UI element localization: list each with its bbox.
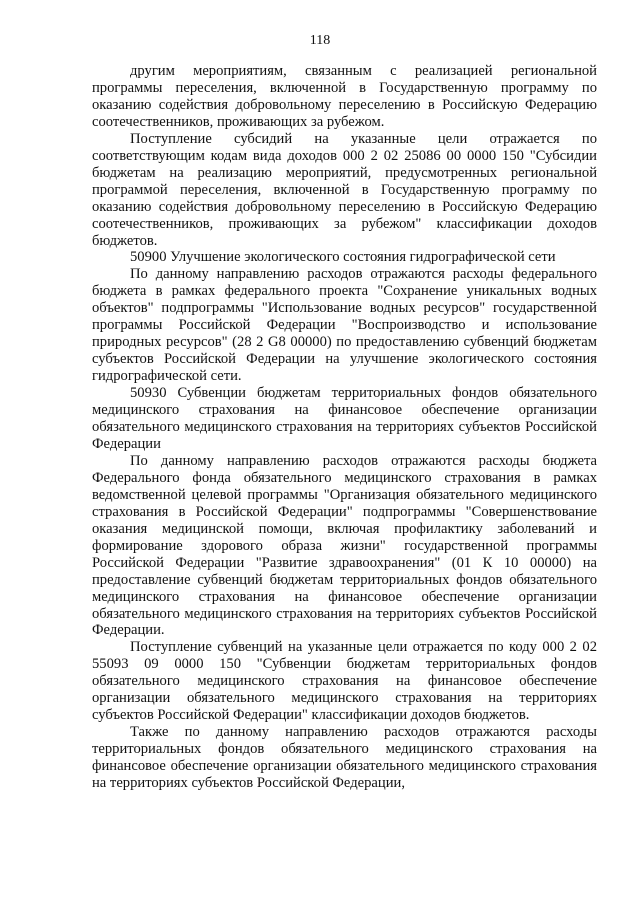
paragraph: Поступление субсидий на указанные цели отражается по соответствующим кодам вида доходов 000 2 02 25086 00 0000 150 "Субсидии бюджетам на реализацию мероприятий, предусмотренных региональной программой переселения, включенной в Государственную программу по оказанию содействия добровольному переселению в Российскую Федерацию соотечественников, проживающих за рубежом" классификации доходов бюджетов. <box>92 130 597 249</box>
page-number: 118 <box>309 33 331 48</box>
section-heading: 50900 Улучшение экологического состояния гидрографической сети <box>130 249 556 266</box>
paragraph: По данному направлению расходов отражаются расходы федерального бюджета в рамках федерального проекта "Сохранение уникальных водных объектов" подпрограммы "Использование водных ресурсов" государственной программы Российской Федерации "Воспроизводство и использование природных ресурсов" (28 2 G8 00000) по предоставлению субвенций бюджетам субъектов Российской Федерации на улучшение экологического состояния гидрографической сети. <box>92 266 597 385</box>
paragraph: другим мероприятиям, связанным с реализацией региональной программы переселения, включенной в Государственную программу по оказанию содействия добровольному переселению в Российскую Федерацию соотечественников, проживающих за рубежом. <box>92 63 597 130</box>
body-text <box>92 63 597 792</box>
paragraph: По данному направлению расходов отражаются расходы бюджета Федерального фонда обязательного медицинского страхования в рамках ведомственной целевой программы "Организация обязательного медицинского страхования в Российской Федерации" подпрограммы "Совершенствование оказания медицинской помощи, включая профилактику заболеваний и формирование здорового образа жизни" государственной программы Российской Федерации "Развитие здравоохранения" (01 К 10 00000) на предоставление субвенций бюджетам территориальных фондов обязательного медицинского страхования на финансовое обеспечение организации обязательного медицинского страхования на территориях субъектов Российской Федерации. <box>92 452 597 639</box>
paragraph: Также по данному направлению расходов отражаются расходы территориальных фондов обязательного медицинского страхования на финансовое обеспечение организации обязательного медицинского страхования на территориях субъектов Российской Федерации, <box>92 724 597 792</box>
paragraph: Поступление субвенций на указанные цели отражается по коду 000 2 02 55093 09 0000 150 "Субвенции бюджетам территориальных фондов обязательного медицинского страхования на финансовое обеспечение организации обязательного медицинского страхования на территориях субъектов Российской Федерации" классификации доходов бюджетов. <box>92 639 597 724</box>
section-heading: 50930 Субвенции бюджетам территориальных фондов обязательного медицинского страхования на финансовое обеспечение организации обязательного медицинского страхования на территориях субъектов Российской Федерации <box>92 385 597 452</box>
